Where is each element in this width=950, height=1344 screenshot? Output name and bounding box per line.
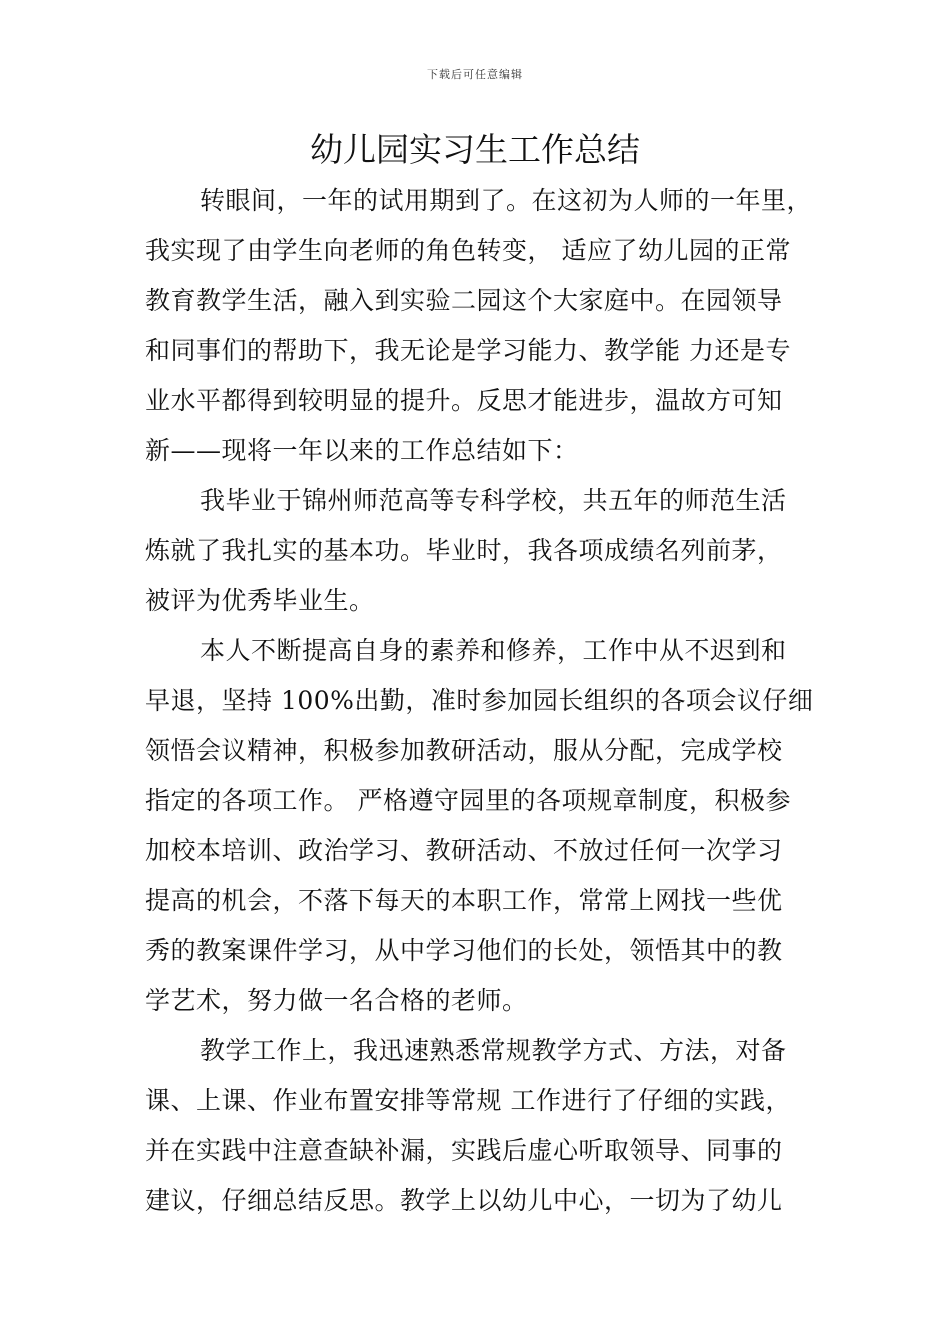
text-line: 秀的教案课件学习，从中学习他们的长处，领悟其中的教 xyxy=(145,936,783,965)
text-line: 加校本培训、政治学习、教研活动、不放过任何一次学习 xyxy=(145,836,783,865)
text-line: 和同事们的帮助下，我无论是学习能力、教学能 力还是专 xyxy=(145,336,791,365)
text-line: 指定的各项工作。 严格遵守园里的各项规章制度，积极参 xyxy=(145,786,791,815)
text-line: 我毕业于锦州师范高等专科学校，共五年的师范生活 xyxy=(200,486,787,515)
text-line: 提高的机会，不落下每天的本职工作，常常上网找一些优 xyxy=(145,886,783,915)
text-line: 业水平都得到较明显的提升。反思才能进步，温故方可知 xyxy=(145,386,783,415)
text-line: 建议，仔细总结反思。教学上以幼儿中心，一切为了幼儿 xyxy=(145,1186,783,1215)
text-line: 新——现将一年以来的工作总结如下： xyxy=(145,436,579,465)
document-title: 幼儿园实习生工作总结 xyxy=(310,130,640,169)
text-line: 早退，坚持 100%出勤，准时参加园长组织的各项会议仔细 xyxy=(145,686,814,715)
text-line: 学艺术，努力做一名合格的老师。 xyxy=(145,986,528,1015)
text-line: 转眼间，一年的试用期到了。在这初为人师的一年里， xyxy=(200,186,813,215)
header-note: 下载后可任意编辑 xyxy=(427,68,523,81)
text-line: 课、上课、作业布置安排等常规 工作进行了仔细的实践， xyxy=(145,1086,791,1115)
text-line: 炼就了我扎实的基本功。毕业时，我各项成绩名列前茅， xyxy=(145,536,783,565)
text-line: 教学工作上，我迅速熟悉常规教学方式、方法，对备 xyxy=(200,1036,787,1065)
text-line: 我实现了由学生向老师的角色转变， 适应了幼儿园的正常 xyxy=(145,236,791,265)
text-line: 被评为优秀毕业生。 xyxy=(145,586,375,615)
text-line: 并在实践中注意查缺补漏，实践后虚心听取领导、同事的 xyxy=(145,1136,783,1165)
text-line: 领悟会议精神，积极参加教研活动，服从分配，完成学校 xyxy=(145,736,783,765)
document-body xyxy=(145,176,815,1226)
text-line: 教育教学生活，融入到实验二园这个大家庭中。在园领导 xyxy=(145,286,783,315)
text-line: 本人不断提高自身的素养和修养，工作中从不迟到和 xyxy=(200,636,787,665)
